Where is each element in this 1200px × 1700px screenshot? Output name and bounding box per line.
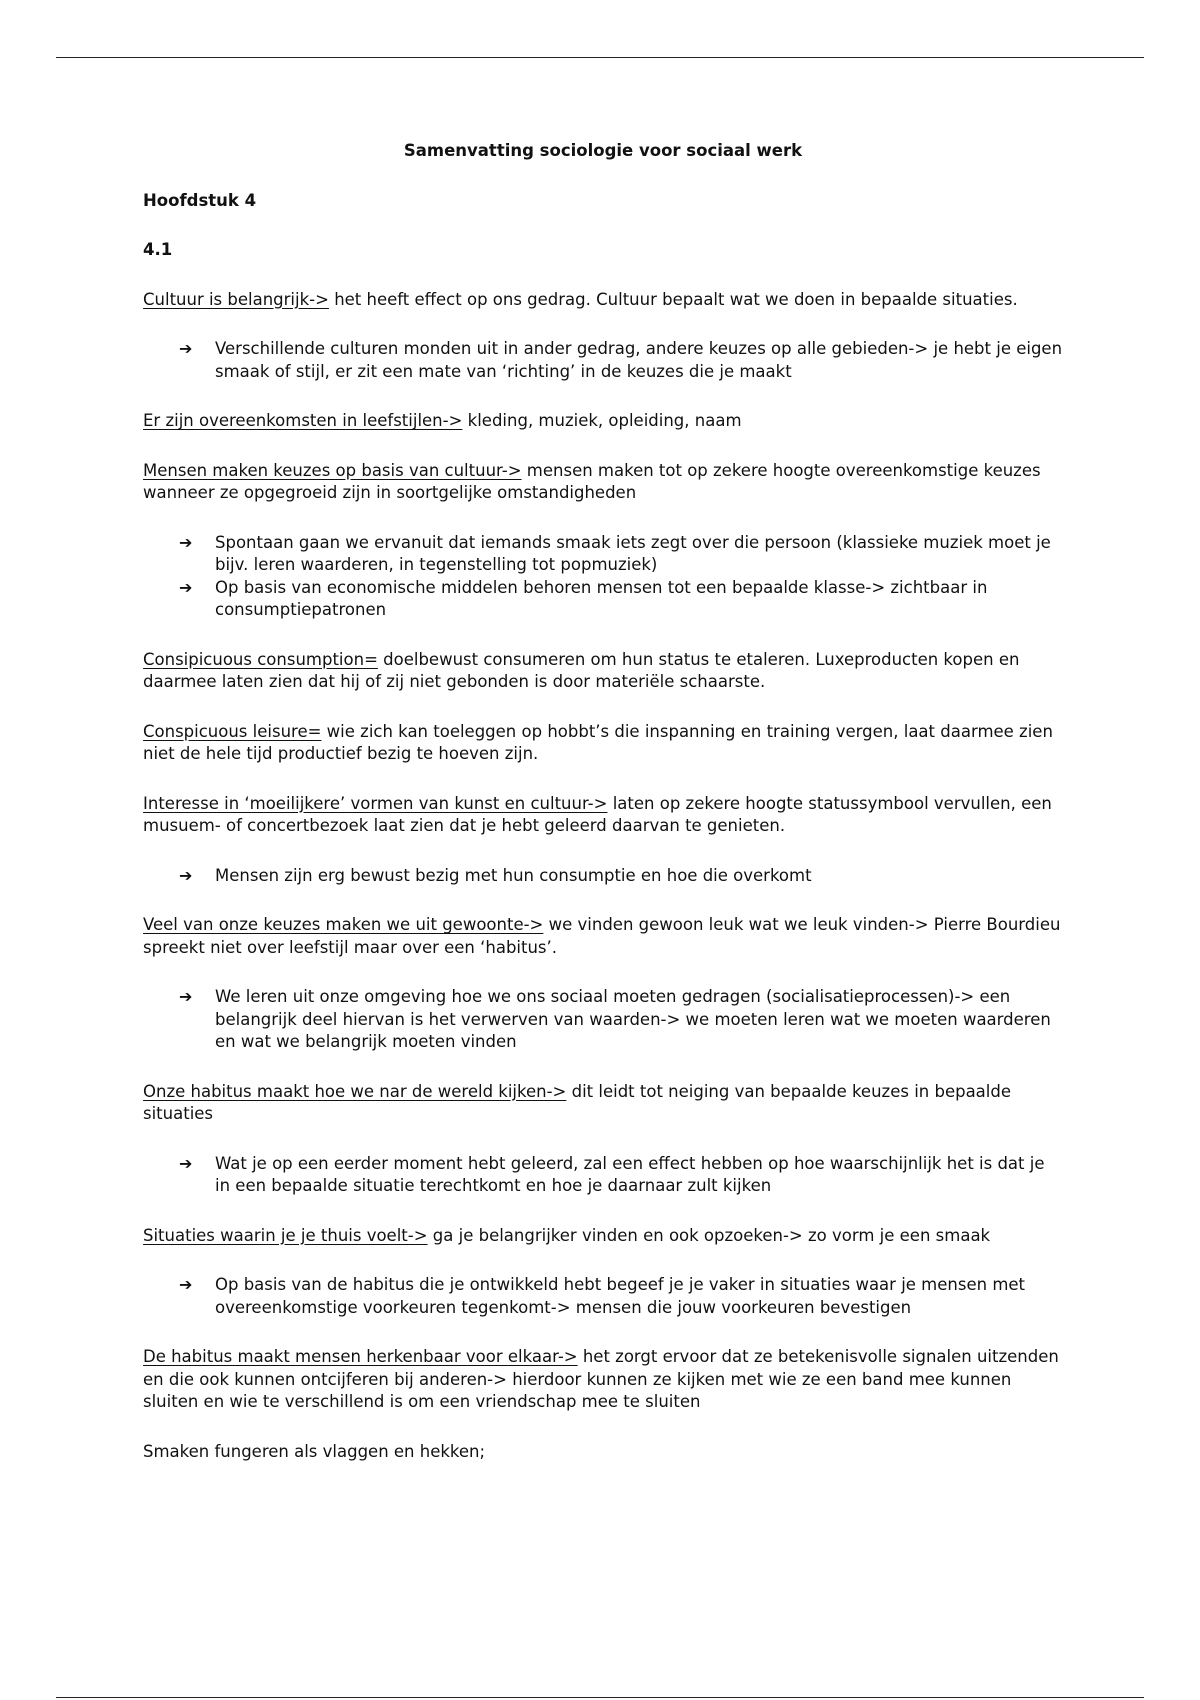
- paragraph-lead-term: Onze habitus maakt hoe we nar de wereld kijken->: [143, 1081, 567, 1101]
- bullet-item: [143, 338, 1063, 383]
- bullet-item: [143, 532, 1063, 577]
- arrow-right-icon: ➔: [179, 1275, 193, 1294]
- arrow-right-icon: ➔: [179, 577, 193, 597]
- bullet-item: [143, 986, 1063, 1054]
- paragraph-lead-term: Consipicuous consumption=: [143, 649, 378, 669]
- top-divider: [56, 57, 1144, 58]
- bullet-list: [143, 1153, 1063, 1198]
- arrow-right-icon: ➔: [179, 532, 193, 552]
- bullet-item: [143, 577, 1063, 622]
- bullet-text: Mensen zijn erg bewust bezig met hun consumptie en hoe die overkomt: [215, 865, 812, 885]
- bullet-text: Op basis van de habitus die je ontwikkeld hebt begeef je je vaker in situaties waar je mensen met overeenkomstige voorkeuren tegenkomt-> mensen die jouw voorkeuren bevestigen: [215, 1275, 1026, 1317]
- paragraph-text: doelbewust consumeren om hun status te etaleren. Luxeproducten kopen en daarmee laten zien dat hij of zij niet gebonden is door materiële schaarste.: [143, 649, 1020, 691]
- chapter-heading: Hoofdstuk 4: [143, 190, 257, 210]
- bullet-text: Wat je op een eerder moment hebt geleerd, zal een effect hebben op hoe waarschijnlijk het is dat je in een bepaalde situatie terechtkomt en hoe je daarnaar zult kijken: [215, 1153, 1045, 1195]
- document-title: Samenvatting sociologie voor sociaal werk: [403, 141, 803, 160]
- content-blocks: [143, 289, 1063, 1464]
- paragraph-lead-term: Interesse in ‘moeilijkere’ vormen van kunst en cultuur->: [143, 793, 608, 813]
- paragraph-text: wie zich kan toeleggen op hobbt’s die inspanning en training vergen, laat daarmee zien niet de hele tijd productief bezig te hoeven zijn.: [143, 721, 1053, 763]
- paragraph-text: het heeft effect op ons gedrag. Cultuur bepaalt wat we doen in bepaalde situaties.: [328, 289, 1018, 309]
- paragraph-text: kleding, muziek, opleiding, naam: [462, 411, 742, 430]
- paragraph-lead-term: Conspicuous leisure=: [143, 721, 322, 741]
- arrow-right-icon: ➔: [179, 1153, 193, 1173]
- paragraph: [143, 1441, 1063, 1464]
- paragraph-lead-term: Situaties waarin je je thuis voelt->: [143, 1225, 428, 1245]
- paragraph-lead-term: Veel van onze keuzes maken we uit gewoonte->: [143, 915, 544, 934]
- paragraph-lead-term: Cultuur is belangrijk->: [143, 289, 329, 309]
- paragraph: [143, 793, 1063, 838]
- paragraph-lead-term: De habitus maakt mensen herkenbaar voor elkaar->: [143, 1347, 578, 1366]
- bottom-divider: [56, 1697, 1144, 1698]
- paragraph: [143, 1225, 1063, 1248]
- bullet-list: [143, 1274, 1063, 1319]
- arrow-right-icon: ➔: [179, 987, 193, 1006]
- paragraph-text: Smaken fungeren als vlaggen en hekken;: [143, 1441, 486, 1461]
- paragraph: [143, 460, 1063, 505]
- paragraph-lead-term: Mensen maken keuzes op basis van cultuur->: [143, 460, 522, 480]
- paragraph-text: het zorgt ervoor dat ze betekenisvolle signalen uitzenden en die ook kunnen ontcijferen bij anderen-> hierdoor kunnen ze kijken met wie ze een band mee kunnen sluiten en wie te verschillend is om een vriendschap mee te sluiten: [143, 1347, 1059, 1411]
- document-body: [143, 140, 1063, 1490]
- paragraph-text: mensen maken tot op zekere hoogte overeenkomstige keuzes wanneer ze opgegroeid zijn in soortgelijke omstandigheden: [143, 460, 1041, 502]
- paragraph-text: ga je belangrijker vinden en ook opzoeken-> zo vorm je een smaak: [427, 1225, 991, 1245]
- bullet-list: [143, 532, 1063, 622]
- paragraph: [143, 289, 1063, 312]
- bullet-text: Op basis van economische middelen behoren mensen tot een bepaalde klasse-> zichtbaar in consumptiepatronen: [215, 577, 988, 619]
- paragraph: [143, 410, 1063, 433]
- paragraph: [143, 721, 1063, 766]
- bullet-text: We leren uit onze omgeving hoe we ons sociaal moeten gedragen (socialisatieprocessen)-> een belangrijk deel hiervan is het verwerven van waarden-> we moeten leren wat we moeten waarderen en wat we belangrijk moeten vinden: [215, 987, 1051, 1051]
- bullet-text: Verschillende culturen monden uit in ander gedrag, andere keuzes op alle gebieden-> je hebt je eigen smaak of stijl, er zit een mate van ‘richting’ in de keuzes die je maakt: [215, 339, 1063, 381]
- section-heading: 4.1: [143, 240, 173, 259]
- bullet-item: [143, 1153, 1063, 1198]
- paragraph-text: dit leidt tot neiging van bepaalde keuzes in bepaalde situaties: [143, 1081, 1012, 1123]
- bullet-text: Spontaan gaan we ervanuit dat iemands smaak iets zegt over die persoon (klassieke muziek moet je bijv. leren waarderen, in tegenstelling tot popmuziek): [215, 532, 1051, 574]
- paragraph-text: laten op zekere hoogte statussymbool vervullen, een musuem- of concertbezoek laat zien dat je hebt geleerd daarvan te genieten.: [143, 793, 1052, 835]
- arrow-right-icon: ➔: [179, 339, 193, 358]
- paragraph: [143, 649, 1063, 694]
- bullet-item: [143, 865, 1063, 888]
- bullet-list: [143, 986, 1063, 1054]
- paragraph: [143, 1346, 1063, 1414]
- paragraph: [143, 914, 1063, 959]
- bullet-list: [143, 865, 1063, 888]
- paragraph-lead-term: Er zijn overeenkomsten in leefstijlen->: [143, 411, 463, 430]
- paragraph-text: we vinden gewoon leuk wat we leuk vinden-> Pierre Bourdieu spreekt niet over leefstijl maar over een ‘habitus’.: [143, 915, 1061, 957]
- bullet-list: [143, 338, 1063, 383]
- paragraph: [143, 1081, 1063, 1126]
- bullet-item: [143, 1274, 1063, 1319]
- arrow-right-icon: ➔: [179, 865, 193, 885]
